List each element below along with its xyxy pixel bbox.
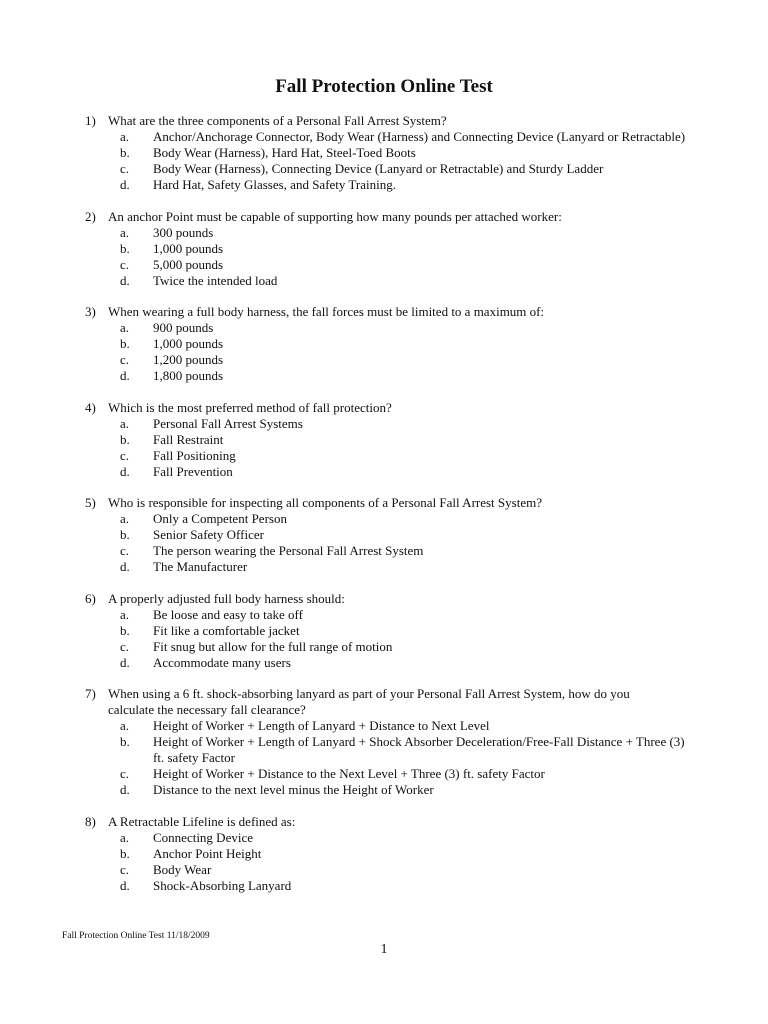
question-number: 6) (85, 590, 96, 606)
answer-text: Body Wear (153, 861, 212, 877)
answer-text: 5,000 pounds (153, 256, 224, 272)
answer-letter: d. (120, 559, 130, 574)
question-number: 4) (85, 399, 96, 415)
answer-text: Body Wear (Harness), Connecting Device (Lanyard or Retractable) and Sturdy Ladder (153, 161, 604, 176)
answer-letter: b. (120, 622, 130, 638)
answer-option (0, 511, 768, 527)
answer-letter: a. (120, 224, 130, 240)
answer-letter: a. (120, 718, 130, 733)
answer-option (0, 782, 768, 798)
answer-text: Height of Worker + Distance to the Next Level + Three (3) ft. safety Factor (153, 766, 545, 781)
question-number: 3) (85, 304, 96, 319)
question-number: 7) (85, 686, 96, 701)
answer-option (0, 352, 768, 368)
answer-list (0, 830, 768, 894)
answer-text: Only a Competent Person (153, 511, 287, 526)
answer-text: Anchor/Anchorage Connector, Body Wear (Harness) and Connecting Device (Lanyard or Retractable) (153, 129, 686, 144)
question-text: Who is responsible for inspecting all components of a Personal Fall Arrest System? (108, 495, 542, 510)
answer-text: The person wearing the Personal Fall Arrest System (153, 543, 424, 558)
answer-letter: d. (120, 877, 130, 893)
question-text: A Retractable Lifeline is defined as: (108, 813, 296, 829)
question-number: 2) (85, 208, 96, 224)
answer-text: Distance to the next level minus the Height of Worker (153, 782, 434, 797)
question-text: A properly adjusted full body harness should: (108, 590, 345, 606)
question-text: An anchor Point must be capable of supporting how many pounds per attached worker: (108, 208, 562, 224)
answer-text: Fall Prevention (153, 463, 233, 479)
answer-letter: c. (120, 861, 130, 877)
answer-option (0, 145, 768, 161)
answer-option (0, 718, 768, 734)
question-text: What are the three components of a Personal Fall Arrest System? (108, 113, 447, 128)
question-7 (0, 686, 768, 798)
answer-letter: a. (120, 606, 130, 622)
answer-letter: b. (120, 734, 130, 749)
answer-list (0, 320, 768, 384)
answer-text: Shock-Absorbing Lanyard (153, 877, 292, 893)
answer-list (0, 607, 768, 671)
answer-option (0, 623, 768, 639)
answer-option (0, 416, 768, 432)
answer-letter: b. (120, 145, 130, 160)
footer-text: Fall Protection Online Test 11/18/2009 (62, 931, 210, 941)
answer-text: 1,000 pounds (153, 336, 224, 351)
question-text: When using a 6 ft. shock-absorbing lanyard as part of your Personal Fall Arrest System, how do you calculate the necessary fall clearance? (108, 686, 630, 717)
answer-text: Twice the intended load (153, 272, 278, 288)
answer-text: Connecting Device (153, 829, 253, 845)
answer-letter: d. (120, 463, 130, 479)
answer-text: Fit snug but allow for the full range of motion (153, 638, 393, 654)
answer-text: 900 pounds (153, 320, 214, 335)
question-1 (0, 113, 768, 193)
answer-list (0, 225, 768, 289)
answer-letter: b. (120, 336, 130, 351)
answer-text: 300 pounds (153, 224, 214, 240)
answer-letter: d. (120, 782, 130, 797)
answer-option (0, 257, 768, 273)
answer-option (0, 448, 768, 464)
answer-list (0, 718, 768, 798)
answer-text: Fall Restraint (153, 431, 224, 447)
question-4 (0, 400, 768, 480)
question-number: 8) (85, 813, 96, 829)
answer-letter: c. (120, 161, 130, 176)
answer-option (0, 527, 768, 543)
answer-option (0, 559, 768, 575)
answer-letter: d. (120, 272, 130, 288)
answer-text: Height of Worker + Length of Lanyard + Distance to Next Level (153, 718, 490, 733)
answer-text: Be loose and easy to take off (153, 606, 303, 622)
question-text: Which is the most preferred method of fall protection? (108, 399, 392, 415)
answer-letter: b. (120, 240, 130, 256)
answer-option (0, 368, 768, 384)
answer-list (0, 416, 768, 480)
answer-letter: a. (120, 829, 130, 845)
answer-letter: d. (120, 368, 130, 383)
question-list (0, 113, 768, 909)
answer-text: Body Wear (Harness), Hard Hat, Steel-Toed Boots (153, 145, 416, 160)
question-text: When wearing a full body harness, the fall forces must be limited to a maximum of: (108, 304, 545, 319)
answer-option (0, 336, 768, 352)
answer-text: Height of Worker + Length of Lanyard + Shock Absorber Deceleration/Free-Fall Distance + Three (3) ft. safety Factor (153, 734, 685, 765)
answer-option (0, 241, 768, 257)
answer-letter: c. (120, 766, 130, 781)
answer-text: 1,000 pounds (153, 240, 224, 256)
answer-option (0, 639, 768, 655)
question-number: 5) (85, 495, 96, 510)
answer-list (0, 129, 768, 193)
answer-option (0, 862, 768, 878)
answer-option (0, 464, 768, 480)
page-number: 1 (380, 942, 388, 957)
question-3 (0, 304, 768, 384)
answer-letter: c. (120, 352, 130, 367)
answer-option (0, 766, 768, 782)
answer-text: Hard Hat, Safety Glasses, and Safety Training. (153, 177, 396, 192)
answer-letter: c. (120, 638, 130, 654)
answer-text: Personal Fall Arrest Systems (153, 415, 303, 431)
answer-option (0, 273, 768, 289)
answer-option (0, 543, 768, 559)
answer-option (0, 177, 768, 193)
answer-letter: a. (120, 415, 130, 431)
answer-letter: b. (120, 431, 130, 447)
answer-option (0, 734, 768, 766)
answer-option (0, 655, 768, 671)
answer-option (0, 432, 768, 448)
question-8 (0, 814, 768, 894)
answer-option (0, 320, 768, 336)
answer-text: Senior Safety Officer (153, 527, 264, 542)
answer-letter: b. (120, 527, 130, 542)
answer-list (0, 511, 768, 575)
answer-option (0, 830, 768, 846)
answer-option (0, 846, 768, 862)
answer-letter: a. (120, 320, 130, 335)
answer-text: Fall Positioning (153, 447, 236, 463)
answer-option (0, 161, 768, 177)
question-6 (0, 591, 768, 671)
answer-text: Fit like a comfortable jacket (153, 622, 300, 638)
answer-letter: d. (120, 177, 130, 192)
question-number: 1) (85, 113, 96, 128)
answer-text: 1,800 pounds (153, 368, 224, 383)
answer-letter: a. (120, 511, 130, 526)
question-2 (0, 209, 768, 289)
answer-option (0, 878, 768, 894)
answer-text: 1,200 pounds (153, 352, 224, 367)
answer-text: Accommodate many users (153, 654, 291, 670)
answer-text: Anchor Point Height (153, 845, 262, 861)
page-title: Fall Protection Online Test (275, 76, 493, 97)
answer-option (0, 129, 768, 145)
answer-letter: d. (120, 654, 130, 670)
answer-letter: a. (120, 129, 130, 144)
answer-letter: b. (120, 845, 130, 861)
answer-option (0, 225, 768, 241)
answer-letter: c. (120, 256, 130, 272)
answer-text: The Manufacturer (153, 559, 248, 574)
answer-letter: c. (120, 447, 130, 463)
answer-option (0, 607, 768, 623)
question-5 (0, 495, 768, 575)
answer-letter: c. (120, 543, 130, 558)
